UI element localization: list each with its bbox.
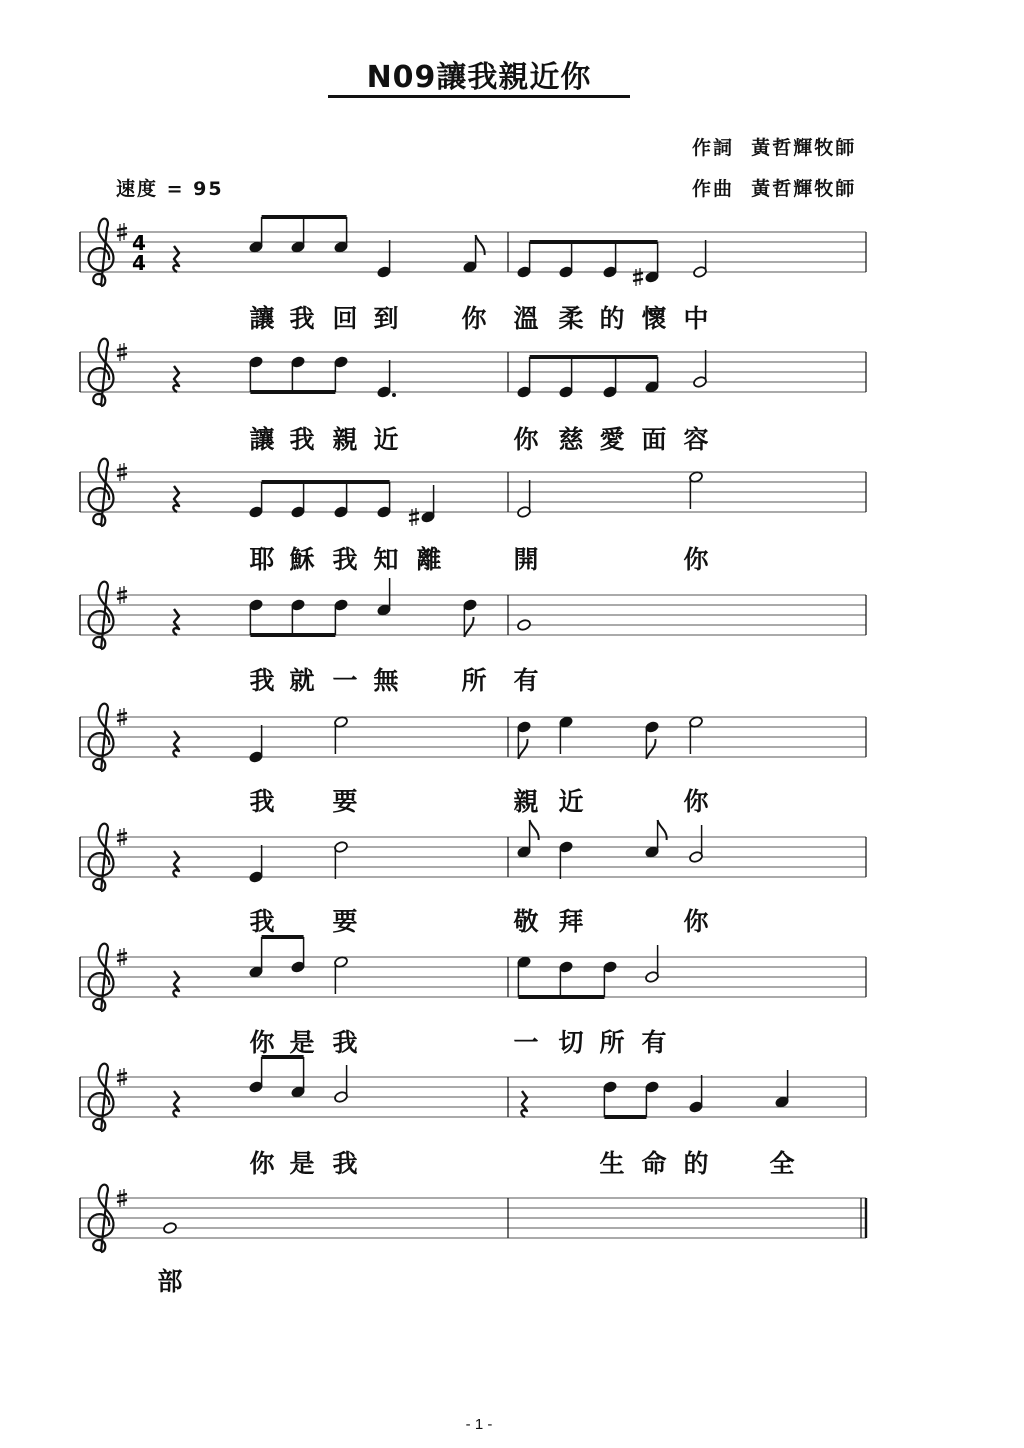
lyric-syllable: 回: [332, 304, 358, 333]
lyric-syllable: 要: [332, 787, 358, 816]
lyric-syllable: 面: [641, 425, 667, 454]
lyric-syllable: 離: [416, 545, 442, 574]
lyric-syllable: 所: [599, 1028, 625, 1057]
lyric-syllable: 無: [373, 666, 399, 695]
lyric-syllable: 所: [461, 666, 487, 695]
lyric-syllable: 有: [641, 1028, 667, 1057]
lyric-syllable: 我: [332, 1028, 358, 1057]
time-signature-bottom: 4: [132, 251, 146, 275]
lyric-syllable: 知: [373, 545, 399, 574]
lyric-syllable: 你: [683, 907, 709, 936]
composer-label: 作曲: [692, 178, 735, 200]
lyric-syllable: 讓: [249, 304, 275, 333]
lyric-syllable: 到: [373, 304, 399, 333]
lyric-syllable: 要: [332, 907, 358, 936]
lyric-syllable: 開: [513, 545, 539, 574]
lyricist-name: 黃哲輝牧師: [751, 137, 857, 159]
lyric-syllable: 耶: [249, 545, 275, 574]
lyric-syllable: 讓: [249, 425, 275, 454]
lyric-syllable: 有: [513, 666, 539, 695]
lyric-syllable: 我: [249, 666, 275, 695]
lyric-syllable: 愛: [599, 425, 625, 454]
lyric-syllable: 你: [683, 787, 709, 816]
lyric-syllable: 你: [249, 1149, 275, 1178]
lyric-syllable: 柔: [558, 304, 584, 333]
lyric-syllable: 你: [249, 1028, 275, 1057]
lyric-syllable: 我: [249, 787, 275, 816]
lyric-syllable: 全: [769, 1149, 795, 1178]
lyric-syllable: 你: [683, 545, 709, 574]
time-signature-top: 4: [132, 231, 146, 255]
lyric-syllable: 我: [289, 425, 315, 454]
lyric-syllable: 你: [461, 304, 487, 333]
lyric-syllable: 中: [683, 304, 709, 333]
lyric-syllable: 敬: [513, 907, 539, 936]
lyricist-label: 作詞: [692, 137, 735, 159]
lyric-syllable: 生: [599, 1149, 625, 1178]
lyric-syllable: 一: [332, 666, 358, 695]
lyric-syllable: 部: [157, 1267, 183, 1296]
lyric-syllable: 一: [513, 1028, 539, 1057]
lyric-syllable: 是: [289, 1028, 315, 1057]
lyric-syllable: 容: [683, 425, 709, 454]
composer-name: 黃哲輝牧師: [751, 178, 857, 200]
lyric-syllable: 穌: [289, 545, 315, 574]
page-number: - 1 -: [465, 1416, 493, 1433]
lyric-syllable: 慈: [558, 425, 584, 454]
lyric-syllable: 的: [683, 1149, 709, 1178]
lyric-syllable: 我: [249, 907, 275, 936]
lyric-syllable: 我: [332, 545, 358, 574]
lyric-syllable: 近: [373, 425, 399, 454]
lyric-syllable: 拜: [558, 907, 584, 936]
lyric-syllable: 切: [558, 1028, 584, 1057]
lyric-syllable: 近: [558, 787, 584, 816]
lyric-syllable: 懷: [641, 304, 667, 333]
lyric-syllable: 我: [289, 304, 315, 333]
lyric-syllable: 的: [599, 304, 625, 333]
lyric-syllable: 就: [289, 666, 315, 695]
lyric-syllable: 你: [513, 425, 539, 454]
lyric-syllable: 親: [332, 425, 358, 454]
lyric-syllable: 我: [332, 1149, 358, 1178]
lyric-syllable: 是: [289, 1149, 315, 1178]
tempo-marking: 速度 = 95: [116, 178, 224, 200]
song-title: N09讓我親近你: [366, 60, 592, 95]
lyric-syllable: 命: [641, 1149, 667, 1178]
lyric-syllable: 親: [513, 787, 539, 816]
lyric-syllable: 溫: [513, 304, 539, 333]
